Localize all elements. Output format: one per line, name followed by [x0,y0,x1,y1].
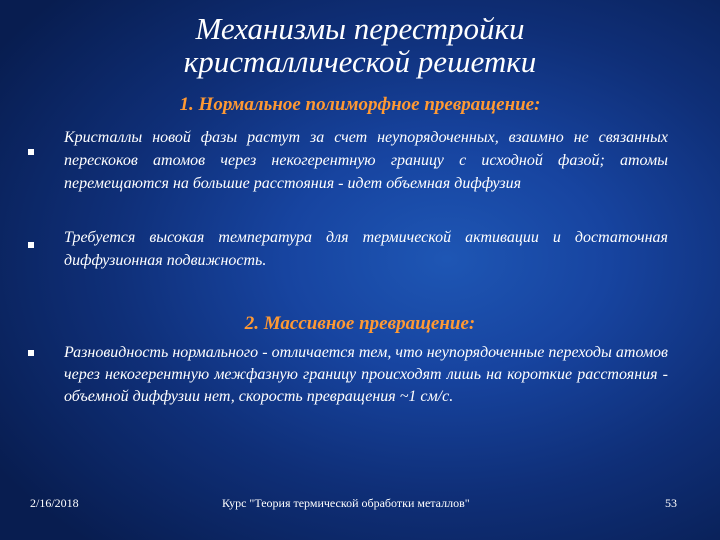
slide-title-line-1: Механизмы перестройки [195,11,525,46]
footer-date: 2/16/2018 [30,496,79,510]
slide-title [60,12,660,78]
footer-page-number: 53 [665,496,677,510]
section-2-heading: 2. Массивное превращение: [244,313,476,334]
section-1-bullet-2: Требуется высокая температура для термической активации и достаточная диффузионная подвижность. [64,229,668,269]
footer-course: Курс "Теория термической обработки металлов" [222,496,470,510]
section-2-bullet-1: Разновидность нормального - отличается тем, что неупорядоченные переходы атомов через некогерентную межфазную границу происходят лишь на короткие расстояния - объемной диффузии нет, скорость превращения ~1 см/с. [64,344,668,405]
section-1-heading: 1. Нормальное полиморфное превращение: [179,94,541,115]
bullet-marker [28,149,34,155]
bullet-marker [28,242,34,248]
section-1-bullet-1: Кристаллы новой фазы растут за счет неупорядоченных, взаимно не связанных перескоков атомов через некогерентную границу с исходной фазой; атомы перемещаются на большие расстояния - идет объемная диффузия [64,129,668,192]
bullet-marker [28,350,34,356]
slide-title-line-2: кристаллической решетки [183,44,537,79]
